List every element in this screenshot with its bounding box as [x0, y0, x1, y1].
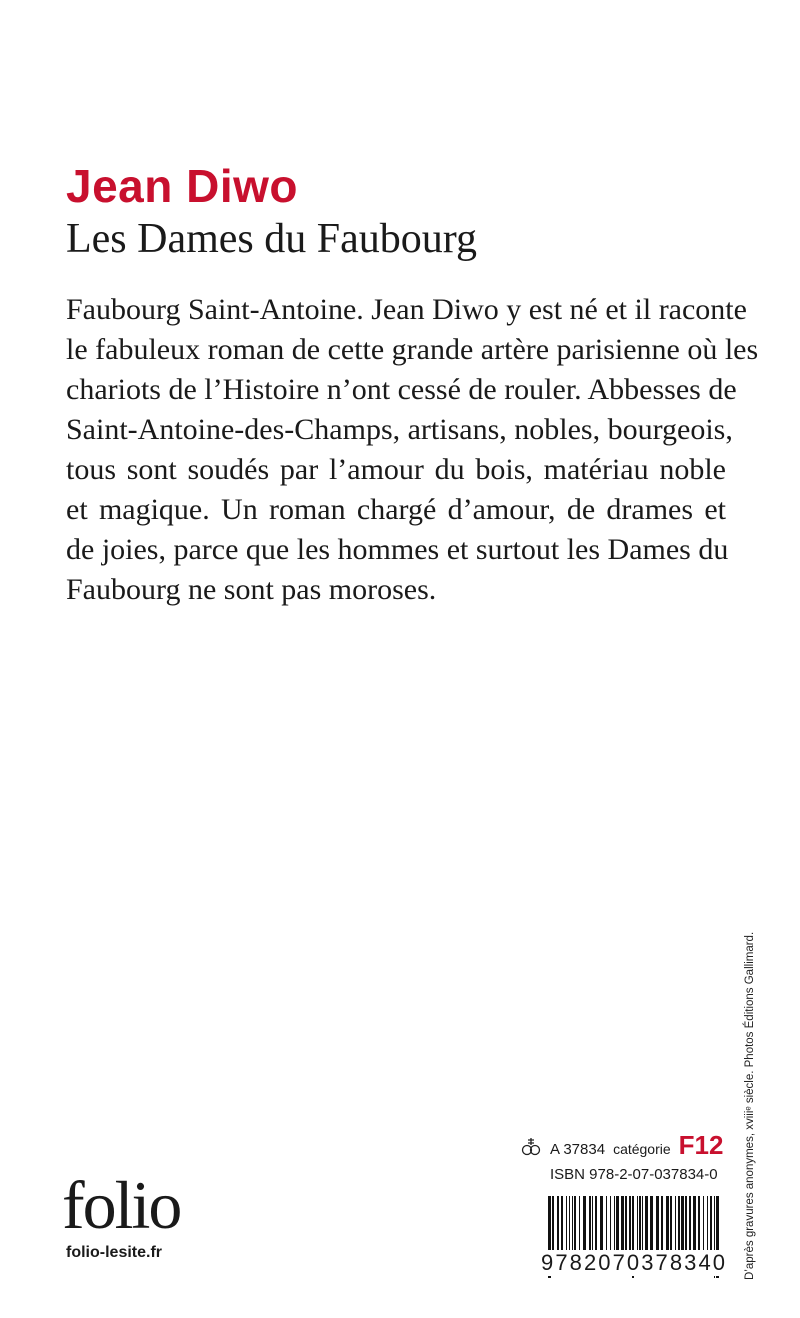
- barcode-digit: 7: [555, 1250, 568, 1275]
- category-value: F12: [678, 1130, 724, 1160]
- category-label: catégorie: [613, 1141, 671, 1157]
- blurb-line: et magique. Un roman chargé d’amour, de drames et: [66, 493, 726, 526]
- publisher-brand: folio: [62, 1167, 181, 1243]
- blurb-line: Saint-Antoine-des-Champs, artisans, nobles, bourgeois,: [66, 413, 733, 446]
- barcode-digit: 8: [569, 1250, 582, 1275]
- barcode-digit: 0: [712, 1250, 725, 1275]
- barcode-digit: 0: [626, 1250, 640, 1275]
- catalog-info: [520, 1130, 723, 1161]
- barcode-digit: 9: [541, 1250, 554, 1275]
- barcode-digit: 2: [583, 1250, 597, 1275]
- barcode-digit: 3: [684, 1250, 697, 1275]
- author-name: Jean Diwo: [66, 160, 299, 212]
- catalog-code: A 37834: [550, 1141, 606, 1158]
- barcode-digit: 0: [598, 1250, 611, 1275]
- book-title: Les Dames du Faubourg: [66, 216, 477, 262]
- image-credit: D’après gravures anonymes, xviiiᵉ siècle. Photos Éditions Gallimard.: [744, 931, 756, 1280]
- website: folio-lesite.fr: [66, 1244, 163, 1261]
- barcode-digit: 7: [655, 1250, 668, 1275]
- blurb-line: de joies, parce que les hommes et surtout les Dames du: [66, 533, 729, 566]
- blurb-line: chariots de l’Histoire n’ont cessé de rouler. Abbesses de: [66, 373, 737, 406]
- barcode-digits: [540, 1250, 726, 1276]
- barcode-digit: 7: [612, 1250, 625, 1275]
- blurb: [66, 290, 759, 610]
- blurb-line: le fabuleux roman de cette grande artère parisienne où les: [66, 333, 759, 366]
- barcode-digit: 8: [669, 1250, 683, 1275]
- gallimard-logo-icon: [520, 1136, 542, 1156]
- barcode-digit: 4: [698, 1250, 711, 1275]
- blurb-line: tous sont soudés par l’amour du bois, matériau noble: [66, 453, 726, 486]
- barcode-digit: 3: [641, 1250, 654, 1275]
- isbn: ISBN 978-2-07-037834-0: [550, 1166, 718, 1183]
- blurb-line: Faubourg ne sont pas moroses.: [66, 573, 437, 606]
- blurb-line: Faubourg Saint-Antoine. Jean Diwo y est né et il raconte: [66, 293, 747, 326]
